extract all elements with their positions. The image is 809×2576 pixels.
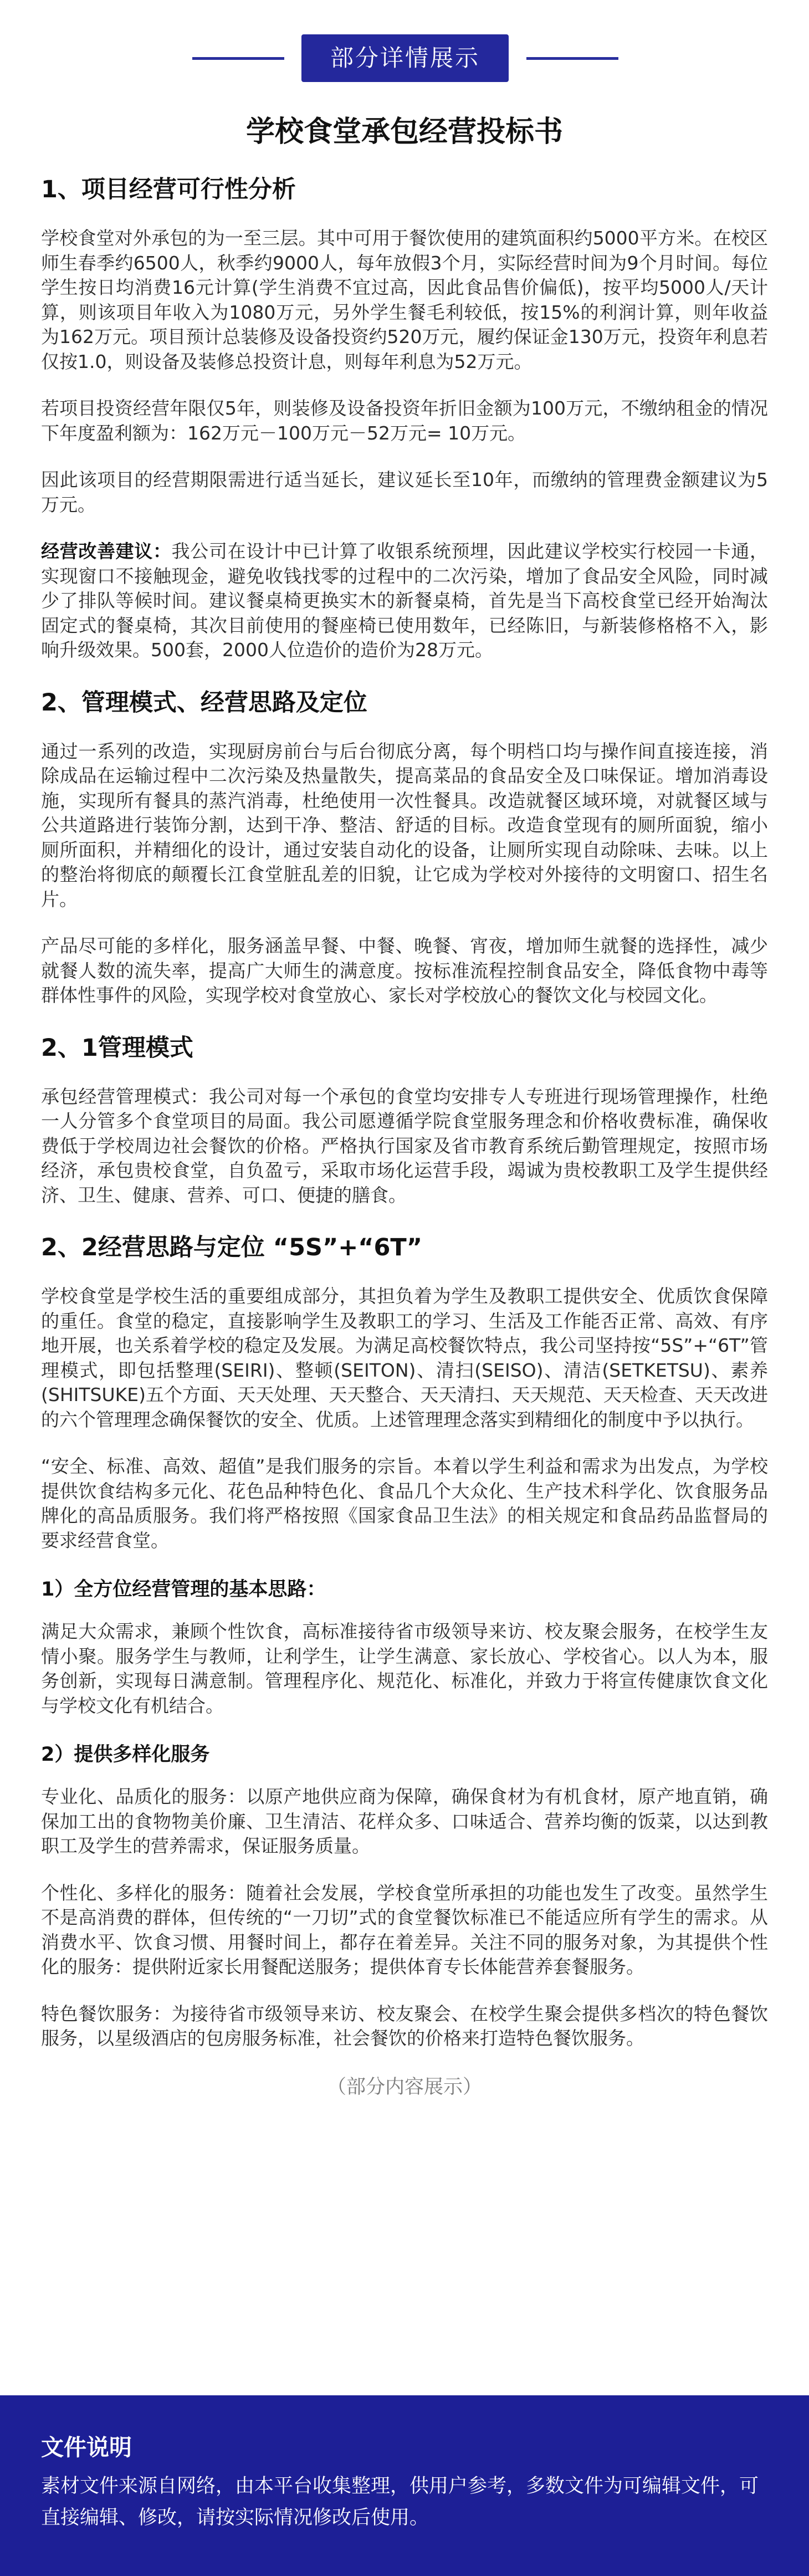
footer-title: 文件说明 (41, 2434, 132, 2461)
paragraph: 产品尽可能的多样化，服务涵盖早餐、中餐、晚餐、宵夜，增加师生就餐的选择性，减少就餐人数的流失率，提高广大师生的满意度。按标准流程控制食品安全，降低食物中毒等群体性事件的风险，实现学校对食堂放心、家长对学校放心的餐饮文化与校园文化。 (41, 935, 768, 1006)
paragraph-text: 我公司在设计中已计算了收银系统预埋，因此建议学校实行校园一卡通，实现窗口不接触现金，避免收钱找零的过程中的二次污染，增加了食品安全风险，同时减少了排队等候时间。建议餐桌椅更换实木的新餐桌椅，首先是当下高校食堂已经开始淘汰固定式的餐桌椅，其次目前使用的餐座椅已使用数年，已经陈旧，与新装修格格不入，影响升级效果。500套，2000人位造价的造价为28万元。 (41, 540, 769, 661)
subsection-heading: 1）全方位经营管理的基本思路： (41, 1578, 326, 1601)
footer (0, 2395, 809, 2576)
paragraph: 通过一系列的改造，实现厨房前台与后台彻底分离，每个明档口均与操作间直接连接，消除成品在运输过程中二次污染及热量散失，提高菜品的食品安全及口味保证。增加消毒设施，实现所有餐具的蒸汽消毒，杜绝使用一次性餐具。改造就餐区域环境，对就餐区域与公共道路进行装饰分割，达到干净、整洁、舒适的目标。改造食堂现有的厕所面貌，缩小厕所面积，并精细化的设计，通过安装自动化的设备，让厕所实现自动除味、去味。以上的整治将彻底的颠覆长江食堂脏乱差的旧貌，让它成为学校对外接待的文明窗口、招生名片。 (41, 740, 768, 910)
header (0, 34, 809, 82)
paragraph: “安全、标准、高效、超值”是我们服务的宗旨。本着以学生利益和需求为出发点，为学校提供饮食结构多元化、花色品种特色化、食品几个大众化、生产技术科学化、饮食服务品牌化的高品质服务。我们将严格按照《国家食品卫生法》的相关规定和食品药品监督局的要求经营食堂。 (41, 1455, 768, 1551)
paragraph: 特色餐饮服务：为接待省市级领导来访、校友聚会、在校学生聚会提供多档次的特色餐饮服务，以星级酒店的包房服务标准，社会餐饮的价格来打造特色餐饮服务。 (41, 2002, 768, 2049)
paragraph: 学校食堂对外承包的为一至三层。其中可用于餐饮使用的建筑面积约5000平方米。在校区师生春季约6500人，秋季约9000人，每年放假3个月，实际经营时间为9个月时间。每位学生按日均消费16元计算(学生消费不宜过高，因此食品售价偏低)，按平均5000人/天计算，则该项目年收入为1080万元，另外学生餐毛利较低，按15%的利润计算，则年收益为162万元。项目预计总装修及设备投资约520万元，履约保证金130万元，投资年利息若仅按1.0，则设备及装修总投资计息，则每年利息为52万元。 (41, 227, 768, 372)
paragraph: 因此该项目的经营期限需进行适当延长，建议延长至10年，而缴纳的管理费金额建议为5万元。 (41, 469, 768, 515)
paragraph-improvement-suggestion (41, 539, 768, 663)
paragraph: 满足大众需求，兼顾个性饮食，高标准接待省市级领导来访、校友聚会服务，在校学生友情小聚。服务学生与教师，让利学生，让学生满意、家长放心、学校省心。以人为本，服务创新，实现每日满意制。管理程序化、规范化、标准化，并致力于将宣传健康饮食文化与学校文化有机结合。 (41, 1621, 768, 1716)
subsection-heading: 2）提供多样化服务 (41, 1744, 210, 1766)
document-body (41, 111, 768, 2101)
paragraph: 专业化、品质化的服务：以原产地供应商为保障，确保食材为有机食材，原产地直销，确保加工出的食物物美价廉、卫生清洁、花样众多、口味适合、营养均衡的饭菜，以达到教职工及学生的营养需求，保证服务质量。 (41, 1786, 768, 1857)
header-divider-right (526, 57, 618, 60)
paragraph: 承包经营管理模式：我公司对每一个承包的食堂均安排专人专班进行现场管理操作，杜绝一人分管多个食堂项目的局面。我公司愿遵循学院食堂服务理念和价格收费标准，确保收费低于学校周边社会餐饮的价格。严格执行国家及省市教育系统后勤管理规定，按照市场经济，承包贵校食堂，自负盈亏，采取市场化运营手段，竭诚为贵校教职工及学生提供经济、卫生、健康、营养、可口、便捷的膳食。 (41, 1085, 768, 1206)
paragraph: 若项目投资经营年限仅5年，则装修及设备投资年折旧金额为100万元，不缴纳租金的情况下年度盈利额为：162万元－100万元－52万元= 10万元。 (41, 397, 768, 444)
section-heading: 2、1管理模式 (41, 1034, 193, 1062)
paragraph-label: 经营改善建议： (41, 540, 172, 562)
paragraph: 个性化、多样化的服务：随着社会发展，学校食堂所承担的功能也发生了改变。虽然学生不是高消费的群体，但传统的“一刀切”式的食堂餐饮标准已不能适应所有学生的需求。从消费水平、饮食习惯、用餐时间上，都存在着差异。关注不同的服务对象，为其提供个性化的服务：提供附近家长用餐配送服务；提供体育专长体能营养套餐服务。 (41, 1882, 768, 1977)
paragraph: 学校食堂是学校生活的重要组成部分，其担负着为学生及教职工提供安全、优质饮食保障的重任。食堂的稳定，直接影响学生及教职工的学习、生活及工作能否正常、高效、有序地开展，也关系着学校的稳定及发展。为满足高校餐饮特点，我公司坚持按“5S”+“6T”管理模式，即包括整理(SEIRI)、整顿(SEITON)、清扫(SEISO)、清洁(SETKETSU)、素养(SHITSUKE)五个方面、天天处理、天天整合、天天清扫、天天规范、天天检查、天天改进的六个管理理念确保餐饮的安全、优质。上述管理理念落实到精细化的制度中予以执行。 (41, 1285, 768, 1430)
section-heading: 2、管理模式、经营思路及定位 (41, 688, 367, 717)
partial-content-note: （部分内容展示） (326, 2076, 482, 2098)
document-title: 学校食堂承包经营投标书 (245, 115, 563, 149)
section-heading: 2、2经营思路与定位 “5S”+“6T” (41, 1234, 423, 1261)
header-divider-left (192, 57, 284, 60)
section-heading: 1、项目经营可行性分析 (41, 176, 296, 203)
footer-text: 素材文件来源自网络，由本平台收集整理，供用户参考，多数文件为可编辑文件，可直接编辑、修改，请按实际情况修改后使用。 (41, 2475, 759, 2529)
header-badge: 部分详情展示 (301, 34, 509, 82)
